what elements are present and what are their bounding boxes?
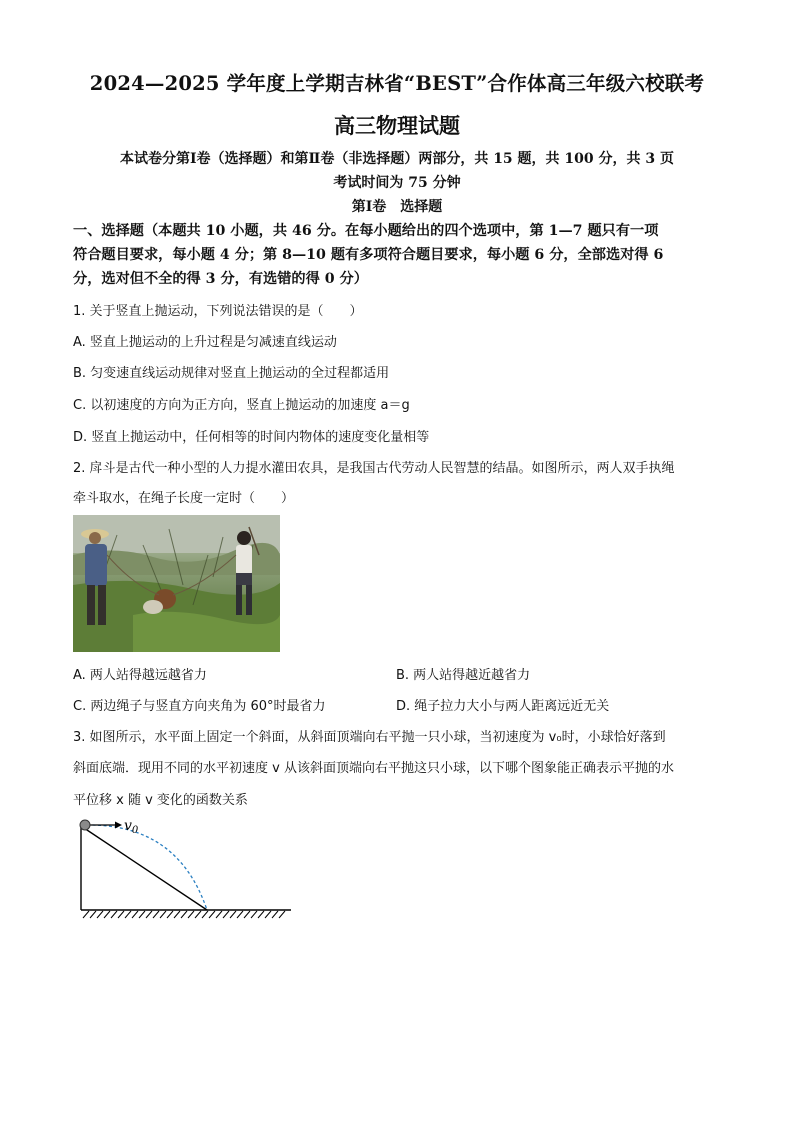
instruction-line: 符合题目要求，每小题 4 分；第 8—10 题有多项符合题目要求，每小题 6 分，全部选对得 6 bbox=[73, 247, 664, 263]
q1-option-c: C. 以初速度的方向为正方向，竖直上抛运动的加速度 a＝g bbox=[73, 398, 410, 413]
q1-stem: 1. 关于竖直上抛运动，下列说法错误的是（ ） bbox=[73, 304, 363, 319]
q2-photo bbox=[73, 515, 280, 652]
q2-option-a: A. 两人站得越远越省力 bbox=[73, 668, 207, 683]
exam-subject-title: 高三物理试题 bbox=[334, 113, 460, 138]
q1-option-b: B. 匀变速直线运动规律对竖直上抛运动的全过程都适用 bbox=[73, 366, 390, 381]
v0-label: $v_0$ bbox=[124, 818, 139, 836]
q3-incline-figure bbox=[73, 812, 298, 924]
q1-option-d: D. 竖直上抛运动中，任何相等的时间内物体的速度变化量相等 bbox=[73, 430, 430, 445]
q2-stem-line: 2. 戽斗是古代一种小型的人力提水灌田农具，是我国古代劳动人民智慧的结晶。如图所示，两人双手执绳 bbox=[73, 461, 675, 476]
exam-title: 2024—2025 学年度上学期吉林省“BEST”合作体高三年级六校联考 bbox=[89, 72, 705, 95]
q2-option-c: C. 两边绳子与竖直方向夹角为 60°时最省力 bbox=[73, 699, 326, 714]
q3-stem-line: 平位移 x 随 v 变化的函数关系 bbox=[73, 793, 248, 808]
exam-time-line: 考试时间为 75 分钟 bbox=[333, 175, 461, 191]
section-instructions bbox=[73, 219, 723, 291]
q3-stem-line: 3. 如图所示，水平面上固定一个斜面，从斜面顶端向右平抛一只小球，当初速度为 v₀时，小球恰好落到 bbox=[73, 730, 666, 745]
q2-option-b: B. 两人站得越近越省力 bbox=[396, 668, 531, 683]
q2-stem-line: 牵斗取水，在绳子长度一定时（ ） bbox=[73, 491, 295, 506]
section-heading: 第Ⅰ卷 选择题 bbox=[351, 199, 443, 215]
q2-option-d: D. 绳子拉力大小与两人距离远近无关 bbox=[396, 699, 610, 714]
instruction-line: 一、选择题（本题共 10 小题，共 46 分。在每小题给出的四个选项中，第 1—7 题只有一项 bbox=[73, 223, 659, 239]
instruction-line: 分，选对但不全的得 3 分，有选错的得 0 分） bbox=[73, 271, 368, 287]
q3-stem-line: 斜面底端．现用不同的水平初速度 v 从该斜面顶端向右平抛这只小球，以下哪个图象能正确表示平抛的水 bbox=[73, 761, 674, 776]
exam-info-line: 本试卷分第Ⅰ卷（选择题）和第Ⅱ卷（非选择题）两部分，共 15 题，共 100 分，共 3 页 bbox=[119, 151, 675, 167]
q1-option-a: A. 竖直上抛运动的上升过程是匀减速直线运动 bbox=[73, 335, 337, 350]
